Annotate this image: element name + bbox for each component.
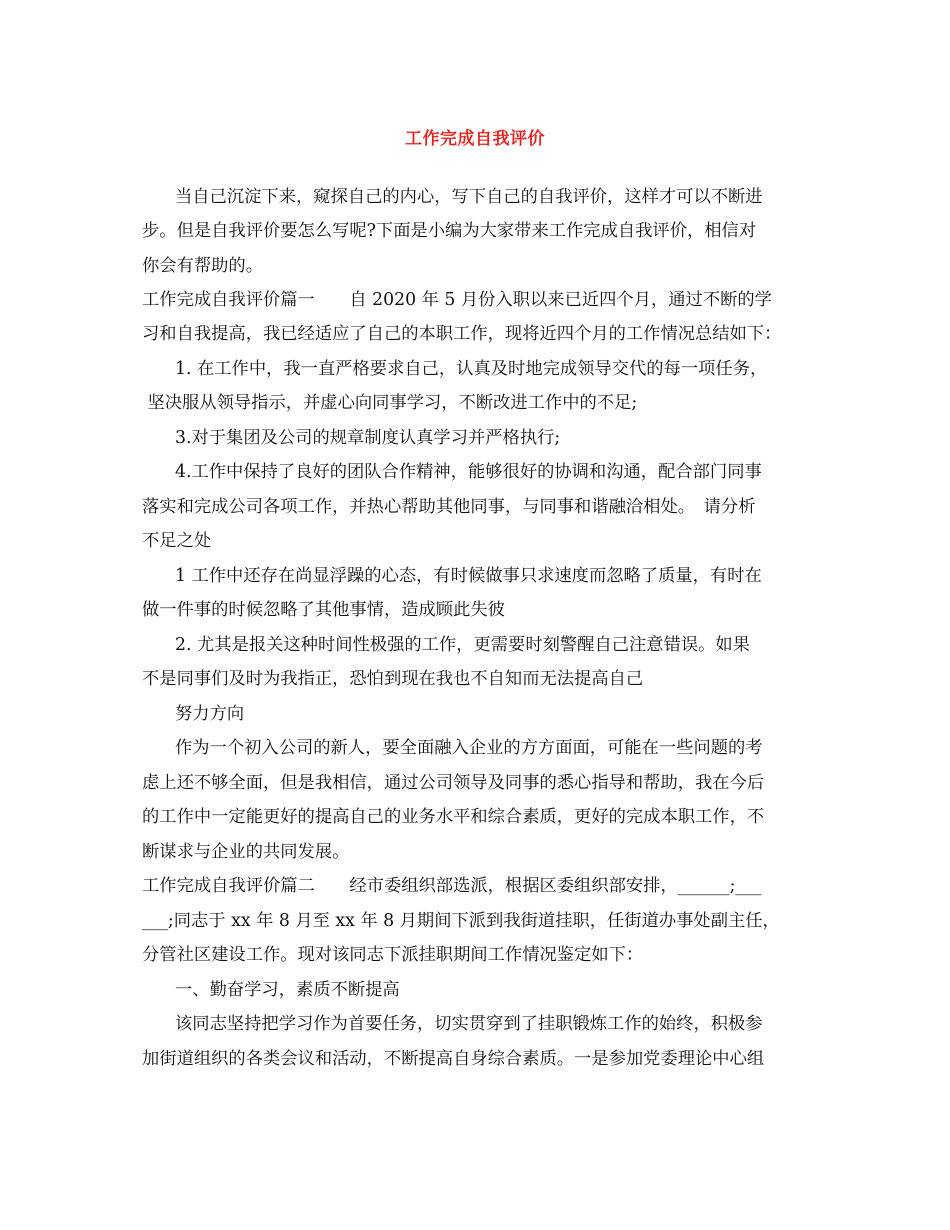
paragraph-line: 工作完成自我评价篇二 经市委组织部选派，根据区委组织部安排，______;___ — [142, 876, 762, 896]
paragraph-line: 你会有帮助的。 — [142, 256, 263, 276]
paragraph-line: 做一件事的时候忽略了其他事情，造成顾此失彼 — [142, 600, 505, 620]
paragraph-line: 不足之处 — [142, 531, 212, 551]
paragraph-line: ___;同志于 xx 年 8 月至 xx 年 8 月期间下派到我街道挂职，任街道办事处副主任， — [142, 911, 780, 931]
paragraph-line: 3.对于集团及公司的规章制度认真学习并严格执行; — [175, 428, 561, 448]
paragraph-line: 习和自我提高，我已经适应了自己的本职工作，现将近四个月的工作情况总结如下： — [142, 324, 782, 344]
paragraph-line: 4.工作中保持了良好的团队合作精神，能够很好的协调和沟通，配合部门同事 — [175, 462, 762, 482]
paragraph-line: 坚决服从领导指示，并虚心向同事学习，不断改进工作中的不足; — [142, 393, 638, 413]
paragraph-line: 工作完成自我评价篇一 自 2020 年 5 月份入职以来已近四个月，通过不断的学 — [142, 290, 772, 310]
paragraph-line: 落实和完成公司各项工作，并热心帮助其他同事，与同事和谐融洽相处。 请分析 — [142, 497, 756, 517]
paragraph-line: 1 工作中还存在尚显浮躁的心态，有时候做事只求速度而忽略了质量，有时在 — [175, 566, 762, 586]
paragraph-line: 的工作中一定能更好的提高自己的业务水平和综合素质，更好的完成本职工作，不 — [142, 807, 765, 827]
paragraph-line: 步。但是自我评价要怎么写呢?下面是小编为大家带来工作完成自我评价，相信对 — [142, 221, 757, 241]
paragraph-line: 2. 尤其是报关这种时间性极强的工作，更需要时刻警醒自己注意错误。如果 — [175, 635, 750, 655]
paragraph-line: 该同志坚持把学习作为首要任务，切实贯穿到了挂职锻炼工作的始终，积极参 — [175, 1014, 763, 1034]
section-heading: 努力方向 — [175, 704, 245, 724]
paragraph-line: 虑上还不够全面，但是我相信，通过公司领导及同事的悉心指导和帮助，我在今后 — [142, 773, 765, 793]
paragraph-line: 当自己沉淀下来，窥探自己的内心，写下自己的自我评价，这样才可以不断进 — [175, 187, 763, 207]
document-title: 工作完成自我评价 — [405, 129, 545, 149]
paragraph-line: 1. 在工作中，我一直严格要求自己，认真及时地完成领导交代的每一项任务， — [175, 359, 768, 379]
paragraph-line: 作为一个初入公司的新人，要全面融入企业的方方面面，可能在一些问题的考 — [175, 738, 763, 758]
paragraph-line: 加街道组织的各类会议和活动，不断提高自身综合素质。一是参加党委理论中心组 — [142, 1049, 765, 1069]
paragraph-line: 不是同事们及时为我指正，恐怕到现在我也不自知而无法提高自己 — [142, 669, 644, 689]
paragraph-line: 断谋求与企业的共同发展。 — [142, 842, 350, 862]
paragraph-line: 分管社区建设工作。现对该同志下派挂职期间工作情况鉴定如下： — [142, 945, 644, 965]
section-heading: 一、勤奋学习，素质不断提高 — [175, 980, 400, 1000]
